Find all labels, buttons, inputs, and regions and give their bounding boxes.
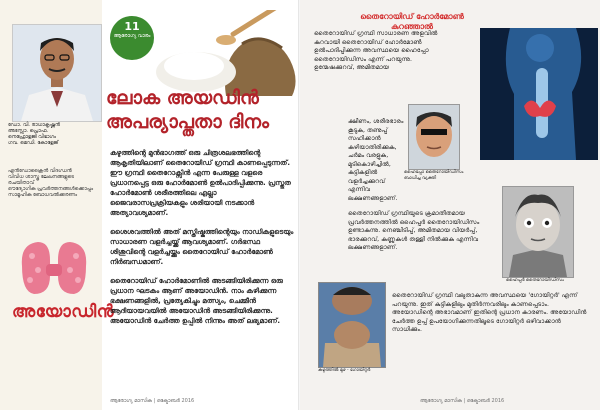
- section-title: തൈറോയിഡ് ഹോർമോൺ കുറഞ്ഞാൽ: [360, 12, 464, 31]
- patient-caption-goiter: കഴുത്തിൽ മുഴ - ഗോയിറ്റർ: [318, 368, 371, 373]
- right-page: [300, 0, 600, 410]
- body-paragraph: കഴുത്തിന്റെ മുൻഭാഗത്ത് ഒരു ചിത്രശലഭത്തിന്റെ ആകൃതിയിലാണ് തൈറോയിഡ് ഗ്രന്ഥി കാണപ്പെടുന്നത്. ഈ ഗ്രന്ഥി തൈറോക്സിൻ എന്ന പേരുള്ള വളരെ പ്രധാനപ്പെട്ട ഒരു ഹോർമോൺ ഉൽപാദിപ്പിക്കുന്നു. പ്രസ്തുത ഹോർമോൺ ശരീരത്തിലെ എല്ലാ ജൈവരാസപ്രക്രിയകളും ശരിയായി നടക്കാൻ അത്യാവശ്യമാണ്.: [110, 149, 291, 217]
- iodine-label: അയോഡിൻ: [12, 302, 115, 322]
- badge-number: 11: [124, 20, 140, 33]
- goiter-text: തൈറോയിഡ് ഗ്രന്ഥി വലുതാകുന്ന അവസ്ഥയെ 'ഗോയിറ്റർ' എന്ന് പറയുന്നു. ഇത് കുട്ടികളിലും മുതിർന്നവരിലും കാണപ്പെടാം. അയോഡിന്റെ അഭാവമാണ് ഇതിന്റെ പ്രധാന കാരണം. അയോഡിൻ ചേർത്ത ഉപ്പ് ഉപയോഗിക്കുന്നതിലൂടെ ഗോയിറ്റർ ഒഴിവാക്കാൻ സാധിക്കും.: [392, 292, 587, 333]
- neck-anatomy-image: [480, 28, 598, 160]
- left-footer: ആരോഗ്യ മാസിക | ഒക്ടോബർ 2016: [110, 398, 195, 404]
- doctor-bio: എൻഡോക്രൈൻ വിദഗ്ധൻ വിവിധ ശാസ്ത്ര ലേഖനങ്ങളുടെ രചയിതാവ് ഔദ്യോഗിക പ്രവർത്തനങ്ങൾക്കൊപ്പം സാമൂഹിക ബോധവൽക്കരണം: [8, 168, 94, 198]
- hypothyroid-symptoms: ക്ഷീണം, ശരീരഭാരം കൂടുക, തണുപ്പ് സഹിക്കാൻ കഴിയാതിരിക്കുക, ചർമം വരളുക, മുടികൊഴിച്ചിൽ, കുട്ടികളിൽ വളർച്ചക്കുറവ് എന്നിവ ലക്ഷണങ്ങളാണ്.: [348, 118, 404, 202]
- date-badge: [110, 16, 154, 60]
- thyroid-illustration: [16, 236, 92, 300]
- hypothyroid-text: തൈറോയിഡ് ഗ്രന്ഥി സാധാരണ അളവിൽ കുറവായി തൈറോയിഡ് ഹോർമോൺ ഉൽപാദിപ്പിക്കുന്ന അവസ്ഥയെ ഹൈപ്പോ തൈറോയിഡിസം എന്ന് പറയുന്നു. ഉന്മേഷക്കുറവ്, അമിതമായ: [314, 30, 438, 71]
- doctor-caption: ഡോ. വി. രാധാകൃഷ്ണൻ അസ്സോ. പ്രൊഫ. നെഫ്രോളജി വിഭാഗം ഗവ. മെഡി. കോളേജ്: [8, 122, 60, 146]
- body-paragraph: തൈറോയിഡ് ഹോർമോണിൽ അടങ്ങിയിരിക്കുന്ന ഒരു പ്രധാന ഘടകം ആണ് അയോഡിൻ. നാം കഴിക്കുന്ന ഭക്ഷണങ്ങളിൽ, പ്രത്യേകിച്ചും മത്സ്യം, ചെമ്മീൻ ആദിയായവയിൽ അയോഡിൻ അടങ്ങിയിരിക്കുന്നു. അയോഡിൻ ചേർത്ത ഉപ്പിൽ നിന്നും അത് ലഭ്യമാണ്.: [110, 277, 283, 325]
- article-title: ലോക അയഡിൻ അപര്യാപ്തതാ ദിനം: [106, 87, 269, 133]
- patient-photo-goiter: [318, 282, 386, 368]
- doctor-photo: [12, 24, 102, 122]
- hyperthyroid-text: തൈറോയിഡ് ഗ്രന്ഥിയുടെ ക്രമാതീതമായ പ്രവർത്തനത്തിൽ ഹൈപ്പർ തൈറോയിഡിസം ഉണ്ടാകുന്നു. നെഞ്ചിടിപ്പ്, അമിതമായ വിയർപ്പ്, ഭാരക്കുറവ്, കണ്ണുകൾ തള്ളി നിൽക്കുക എന്നിവ ലക്ഷണങ്ങളാണ്.: [348, 210, 480, 251]
- article-body: [110, 148, 294, 335]
- patient-caption-hypo: ഹൈപ്പോ തൈറോയിഡിസം ബാധിച്ച വ്യക്തി: [404, 170, 464, 181]
- patient-photo-hypo: [408, 104, 460, 170]
- badge-text: ആരോഗ്യ വാരം: [113, 33, 151, 39]
- body-paragraph: ശൈശവത്തിൽ അത് മസ്തിഷ്കത്തിന്റെയും നാഡികളുടെയും സാധാരണ വളർച്ചയ്ക്ക് ആവശ്യമാണ്. ഗർഭസ്ഥ ശിശുവിന്റെ വളർച്ചയ്ക്കും തൈറോയിഡ് ഹോർമോൺ നിർബന്ധമാണ്.: [110, 228, 294, 266]
- right-footer: ആരോഗ്യ മാസിക | ഒക്ടോബർ 2016: [420, 398, 505, 404]
- salt-sack-image: [156, 10, 300, 96]
- patient-caption-hyper: ഹൈപ്പർ തൈറോയിഡിസം: [506, 278, 564, 283]
- patient-photo-hyper: [502, 186, 574, 278]
